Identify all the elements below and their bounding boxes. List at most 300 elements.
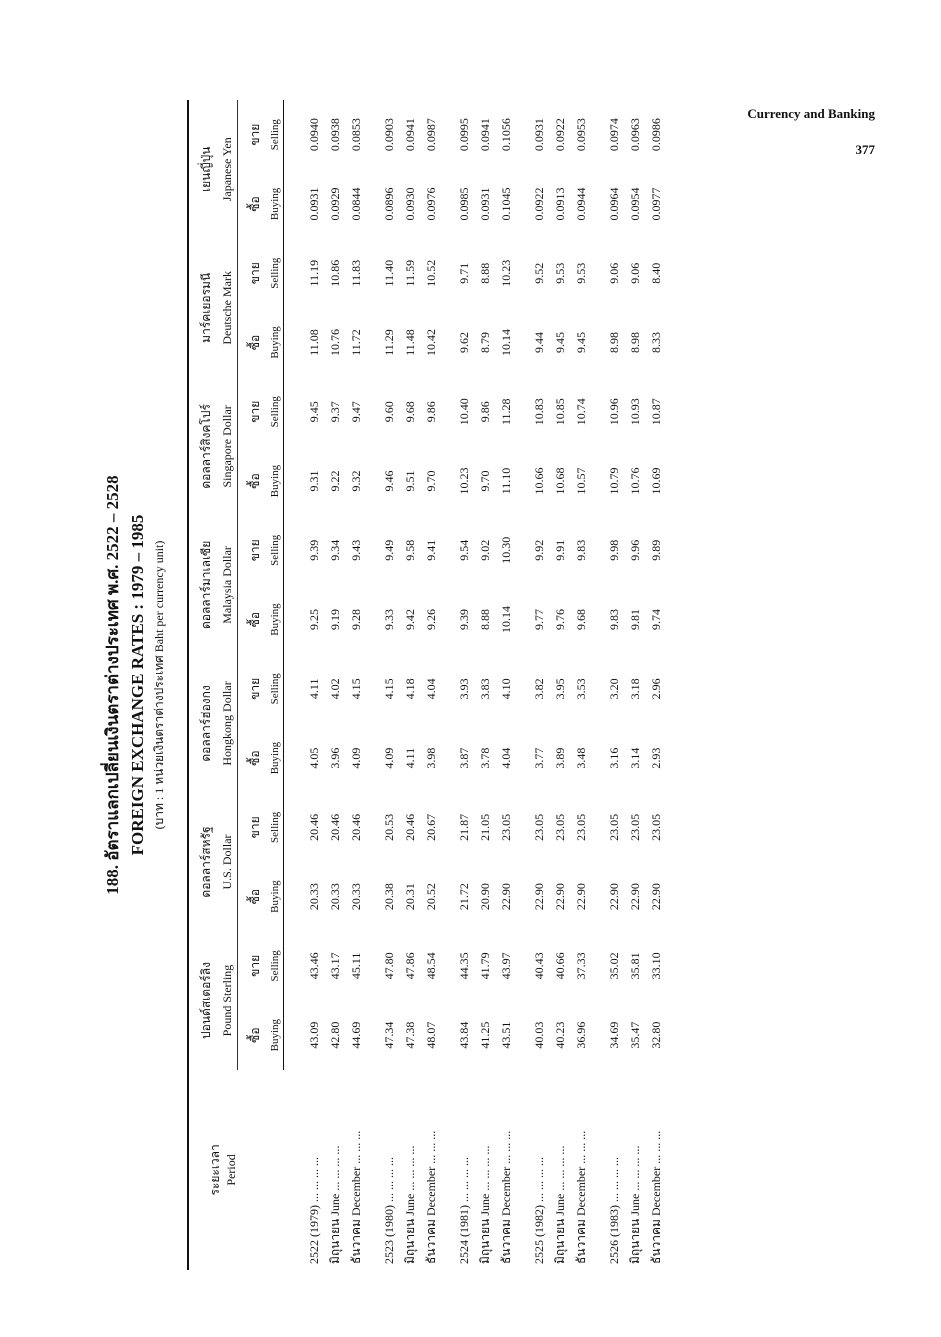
table-row: [379, 100, 400, 1270]
rate-cell: 35.47: [628, 1021, 642, 1049]
rate-cell: 20.53: [382, 813, 396, 841]
period-cell: 2526 (1983) ... ... ... ...: [607, 1157, 621, 1264]
rate-cell: 41.79: [478, 952, 492, 980]
rate-cell: 0.0931: [532, 118, 546, 152]
rate-cell: 9.83: [574, 539, 588, 561]
rate-cell: 35.81: [628, 952, 642, 980]
rate-cell: 22.90: [628, 883, 642, 911]
rate-cell: 9.26: [424, 609, 438, 631]
rate-cell: 20.33: [328, 883, 342, 911]
rate-cell: 40.03: [532, 1021, 546, 1049]
period-cell: มิถุนายน June ... ... ... ...: [553, 1145, 567, 1264]
table-row: [496, 100, 517, 1270]
rate-cell: 10.40: [457, 398, 471, 426]
rate-cell: 9.98: [607, 539, 621, 561]
rate-cell: 20.46: [307, 813, 321, 841]
period-cell: 2522 (1979) ... ... ... ...: [307, 1157, 321, 1264]
rate-cell: 9.70: [478, 470, 492, 492]
rate-cell: 3.77: [532, 747, 546, 769]
buying-label-english: Buying: [267, 862, 284, 931]
rate-cell: 20.33: [349, 883, 363, 911]
table-row: [604, 100, 625, 1270]
rate-cell: 0.0930: [403, 187, 417, 221]
rate-cell: 10.74: [574, 398, 588, 426]
selling-label-thai: ขาย: [248, 954, 262, 977]
buying-label-thai: ซื้อ: [248, 1027, 262, 1043]
rate-cell: 43.51: [499, 1021, 513, 1049]
rate-cell: 10.23: [499, 259, 513, 287]
period-cell: ธันวาคม December ... ... ...: [424, 1130, 438, 1264]
buying-label-thai: ซื้อ: [248, 888, 262, 905]
rate-cell: 9.39: [307, 539, 321, 561]
rate-cell: 9.43: [349, 539, 363, 561]
rate-cell: 9.37: [328, 401, 342, 423]
rate-cell: 0.0976: [424, 187, 438, 221]
table-header: [188, 100, 284, 1270]
selling-label-thai: ขาย: [248, 539, 262, 562]
currency-name-english: Hongkong Dollar: [218, 654, 238, 793]
rate-cell: 9.33: [382, 609, 396, 631]
currency-name-thai: ดอลลาร์สหรัฐ: [188, 793, 218, 932]
group-spacer: [517, 100, 529, 1270]
rate-cell: 9.70: [424, 470, 438, 492]
rate-cell: 3.89: [553, 747, 567, 769]
rate-cell: 9.68: [403, 401, 417, 423]
table-row: [475, 100, 496, 1270]
period-header: [188, 1070, 284, 1270]
rate-cell: 9.46: [382, 470, 396, 492]
rate-cell: 48.07: [424, 1021, 438, 1049]
selling-label-thai: ขาย: [248, 400, 262, 423]
rate-cell: 43.97: [499, 952, 513, 980]
rate-cell: 22.90: [499, 883, 513, 911]
rate-cell: 23.05: [553, 813, 567, 841]
rate-cell: 37.33: [574, 952, 588, 980]
currency-name-thai: ดอลลาร์มาเลเซีย: [188, 516, 218, 655]
currency-name-english: Deutsche Mark: [218, 239, 238, 378]
page-number: 377: [855, 142, 875, 157]
rate-cell: 11.72: [349, 329, 363, 356]
rate-cell: 9.91: [553, 539, 567, 561]
buying-label-thai: ซื้อ: [248, 473, 262, 489]
rate-cell: 23.05: [628, 813, 642, 841]
table-row: [625, 100, 646, 1270]
currency-name-english: Pound Sterling: [218, 931, 238, 1070]
section-label: Currency and Banking: [747, 106, 875, 121]
rate-cell: 47.38: [403, 1021, 417, 1049]
rate-cell: 2.96: [649, 678, 663, 700]
currency-name-thai: ปอนด์สเตอร์ลิง: [188, 931, 218, 1070]
rate-cell: 8.33: [649, 331, 663, 353]
rate-cell: 10.79: [607, 467, 621, 495]
rate-cell: 20.46: [328, 813, 342, 841]
rate-cell: 43.17: [328, 952, 342, 980]
selling-label-english: Selling: [267, 100, 284, 169]
rate-cell: 9.53: [553, 262, 567, 284]
rate-cell: 23.05: [499, 813, 513, 841]
rate-cell: 44.35: [457, 952, 471, 980]
rate-cell: 8.88: [478, 609, 492, 631]
rate-cell: 22.90: [532, 883, 546, 911]
header-row-currency-thai: [188, 100, 218, 1270]
rate-cell: 0.0986: [649, 118, 663, 152]
rate-cell: 21.05: [478, 813, 492, 841]
rate-cell: 4.02: [328, 678, 342, 700]
rate-cell: 9.39: [457, 609, 471, 631]
table-row: [550, 100, 571, 1270]
rate-cell: 0.0963: [628, 118, 642, 152]
table-unit-note: (บาท : 1 หน่วยเงินตราต่างประเทศ Baht per currency unit): [152, 540, 166, 830]
rate-cell: 2.93: [649, 747, 663, 769]
rate-cell: 0.0844: [349, 187, 363, 221]
rate-cell: 47.86: [403, 952, 417, 980]
rate-cell: 8.40: [649, 262, 663, 284]
selling-label-thai: ขาย: [248, 677, 262, 700]
table-row: [304, 100, 325, 1270]
rate-cell: 9.41: [424, 539, 438, 561]
period-label-thai: ระยะเวลา: [208, 1144, 222, 1196]
rate-cell: 9.83: [607, 609, 621, 631]
rate-cell: 4.09: [382, 747, 396, 769]
rate-cell: 43.84: [457, 1021, 471, 1049]
table-body: [284, 100, 668, 1270]
buying-label-english: Buying: [267, 1001, 284, 1070]
period-cell: มิถุนายน June ... ... ... ...: [403, 1145, 417, 1264]
buying-label-thai: ซื้อ: [248, 196, 262, 212]
rate-cell: 20.90: [478, 883, 492, 911]
rate-cell: 9.54: [457, 539, 471, 561]
period-cell: มิถุนายน June ... ... ... ...: [328, 1145, 342, 1264]
rate-cell: 10.86: [328, 259, 342, 287]
rate-cell: 4.09: [349, 747, 363, 769]
rate-cell: 3.82: [532, 678, 546, 700]
rate-cell: 0.0931: [478, 187, 492, 221]
rate-cell: 3.20: [607, 678, 621, 700]
rate-cell: 11.29: [382, 329, 396, 356]
rate-cell: 9.89: [649, 539, 663, 561]
rate-cell: 0.0853: [349, 118, 363, 152]
rate-cell: 44.69: [349, 1021, 363, 1049]
rate-cell: 9.31: [307, 470, 321, 492]
rate-cell: 0.0913: [553, 187, 567, 221]
rate-cell: 0.0903: [382, 118, 396, 152]
rate-cell: 0.0941: [403, 118, 417, 152]
selling-label-english: Selling: [267, 793, 284, 862]
selling-label-english: Selling: [267, 377, 284, 446]
rate-cell: 20.52: [424, 883, 438, 911]
rate-cell: 10.14: [499, 606, 513, 634]
table-title-english: FOREIGN EXCHANGE RATES : 1979 – 1985: [128, 514, 147, 856]
group-spacer-cell: [284, 100, 305, 1270]
rate-cell: 9.96: [628, 539, 642, 561]
rate-cell: 0.0995: [457, 118, 471, 152]
group-spacer-cell: [517, 100, 529, 1270]
group-spacer-cell: [442, 100, 454, 1270]
rate-cell: 0.0964: [607, 187, 621, 221]
buying-label-english: Buying: [267, 585, 284, 654]
rate-cell: 11.28: [499, 398, 513, 426]
rate-cell: 47.34: [382, 1021, 396, 1049]
currency-name-english: Singapore Dollar: [218, 377, 238, 516]
group-spacer: [284, 100, 305, 1270]
rate-cell: 8.98: [607, 331, 621, 353]
currency-name-english: U.S. Dollar: [218, 793, 238, 932]
rate-cell: 9.68: [574, 609, 588, 631]
rate-cell: 4.15: [349, 678, 363, 700]
group-spacer-cell: [592, 100, 604, 1270]
period-cell: มิถุนายน June ... ... ... ...: [628, 1145, 642, 1264]
rate-cell: 9.51: [403, 470, 417, 492]
rate-cell: 0.0938: [328, 118, 342, 152]
rate-cell: 11.19: [307, 259, 321, 287]
period-label-english: Period: [224, 1154, 238, 1186]
rate-cell: 9.42: [403, 609, 417, 631]
rate-cell: 0.0977: [649, 187, 663, 221]
table-row: [571, 100, 592, 1270]
rate-cell: 4.15: [382, 678, 396, 700]
rate-cell: 9.06: [628, 262, 642, 284]
rate-cell: 11.59: [403, 259, 417, 287]
rate-cell: 43.09: [307, 1021, 321, 1049]
rate-cell: 10.14: [499, 328, 513, 356]
rate-cell: 10.85: [553, 398, 567, 426]
rate-cell: 11.48: [403, 329, 417, 356]
selling-label-english: Selling: [267, 239, 284, 308]
table-row: [346, 100, 367, 1270]
rate-cell: 11.40: [382, 259, 396, 287]
rate-cell: 9.28: [349, 609, 363, 631]
rate-cell: 9.44: [532, 331, 546, 353]
rate-cell: 22.90: [649, 883, 663, 911]
period-cell: มิถุนายน June ... ... ... ...: [478, 1145, 492, 1264]
rate-cell: 23.05: [607, 813, 621, 841]
rate-cell: 20.31: [403, 883, 417, 911]
buying-label-english: Buying: [267, 169, 284, 238]
rate-cell: 8.88: [478, 262, 492, 284]
rate-cell: 8.79: [478, 331, 492, 353]
rate-cell: 45.11: [349, 952, 363, 980]
selling-label-thai: ขาย: [248, 262, 262, 285]
rate-cell: 10.68: [553, 467, 567, 495]
rate-cell: 10.76: [628, 467, 642, 495]
rate-cell: 9.06: [607, 262, 621, 284]
rate-cell: 21.72: [457, 883, 471, 911]
rotated-table-block: [95, 100, 845, 1270]
buying-label-thai: ซื้อ: [248, 334, 262, 351]
currency-name-thai: เยนญี่ปุ่น: [188, 100, 218, 239]
selling-label-thai: ขาย: [248, 816, 262, 839]
rate-cell: 3.98: [424, 747, 438, 769]
rate-cell: 4.11: [307, 678, 321, 700]
rate-cell: 0.1056: [499, 118, 513, 152]
rate-cell: 9.45: [307, 401, 321, 423]
rate-cell: 10.57: [574, 467, 588, 495]
buying-label-english: Buying: [267, 446, 284, 515]
rate-cell: 0.0985: [457, 187, 471, 221]
rate-cell: 3.14: [628, 747, 642, 769]
rate-cell: 11.10: [499, 467, 513, 495]
rate-cell: 9.45: [553, 331, 567, 353]
rate-cell: 22.90: [607, 883, 621, 911]
rate-cell: 4.04: [499, 747, 513, 769]
rate-cell: 3.48: [574, 747, 588, 769]
rate-cell: 9.81: [628, 609, 642, 631]
table-title-thai: 188. อัตราแลกเปลี่ยนเงินตราต่างประเทศ พ.ศ. 2522 – 2528: [103, 475, 122, 895]
rate-cell: 42.80: [328, 1021, 342, 1049]
buying-label-thai: ซื้อ: [248, 611, 262, 628]
selling-label-english: Selling: [267, 516, 284, 585]
rate-cell: 10.69: [649, 467, 663, 495]
selling-label-english: Selling: [267, 654, 284, 723]
rate-cell: 3.87: [457, 747, 471, 769]
rate-cell: 4.04: [424, 678, 438, 700]
buying-label-english: Buying: [267, 723, 284, 792]
rate-cell: 10.23: [457, 467, 471, 495]
rate-cell: 10.87: [649, 398, 663, 426]
rate-cell: 0.0940: [307, 118, 321, 152]
rate-cell: 10.93: [628, 398, 642, 426]
rate-cell: 9.47: [349, 401, 363, 423]
table-row: [646, 100, 667, 1270]
currency-name-thai: มาร์คเยอรมนี: [188, 239, 218, 378]
rate-cell: 22.90: [553, 883, 567, 911]
currency-name-thai: ดอลลาร์ฮ่องกง: [188, 654, 218, 793]
rate-cell: 9.77: [532, 609, 546, 631]
currency-name-english: Japanese Yen: [218, 100, 238, 239]
table-row: [421, 100, 442, 1270]
exchange-rate-table: [187, 100, 667, 1270]
rate-cell: 35.02: [607, 952, 621, 980]
period-cell: 2525 (1982) ... ... ... ...: [532, 1157, 546, 1264]
buying-label-thai: ซื้อ: [248, 750, 262, 766]
rate-cell: 9.22: [328, 470, 342, 492]
rate-cell: 20.67: [424, 813, 438, 841]
rate-cell: 20.33: [307, 883, 321, 911]
rate-cell: 40.43: [532, 952, 546, 980]
rate-cell: 9.62: [457, 331, 471, 353]
rate-cell: 20.46: [403, 813, 417, 841]
rate-cell: 36.96: [574, 1021, 588, 1049]
rate-cell: 23.05: [532, 813, 546, 841]
period-cell: 2523 (1980) ... ... ... ...: [382, 1157, 396, 1264]
rate-cell: 10.52: [424, 259, 438, 287]
rate-cell: 3.18: [628, 678, 642, 700]
rate-cell: 3.93: [457, 678, 471, 700]
rate-cell: 8.98: [628, 331, 642, 353]
group-spacer: [442, 100, 454, 1270]
rate-cell: 9.86: [478, 401, 492, 423]
rate-cell: 40.23: [553, 1021, 567, 1049]
rate-cell: 43.46: [307, 952, 321, 980]
rate-cell: 23.05: [574, 813, 588, 841]
rate-cell: 20.38: [382, 883, 396, 911]
rate-cell: 3.78: [478, 747, 492, 769]
rate-cell: 0.0922: [553, 118, 567, 152]
rate-cell: 21.87: [457, 813, 471, 841]
rate-cell: 9.19: [328, 609, 342, 631]
rate-cell: 9.58: [403, 539, 417, 561]
buying-label-english: Buying: [267, 308, 284, 377]
rate-cell: 40.66: [553, 952, 567, 980]
rate-cell: 9.02: [478, 539, 492, 561]
currency-name-thai: ดอลลาร์สิงคโปร์: [188, 377, 218, 516]
rate-cell: 0.0944: [574, 187, 588, 221]
rate-cell: 22.90: [574, 883, 588, 911]
rate-cell: 11.83: [349, 259, 363, 287]
rate-cell: 10.42: [424, 328, 438, 356]
rate-cell: 3.83: [478, 678, 492, 700]
rate-cell: 47.80: [382, 952, 396, 980]
period-cell: ธันวาคม December ... ... ...: [499, 1130, 513, 1264]
rate-cell: 0.0941: [478, 118, 492, 152]
rate-cell: 41.25: [478, 1021, 492, 1049]
rate-cell: 0.0931: [307, 187, 321, 221]
rate-cell: 9.76: [553, 609, 567, 631]
period-cell: ธันวาคม December ... ... ...: [349, 1130, 363, 1264]
rate-cell: 23.05: [649, 813, 663, 841]
rate-cell: 9.86: [424, 401, 438, 423]
rate-cell: 0.0896: [382, 187, 396, 221]
rate-cell: 9.32: [349, 470, 363, 492]
rate-cell: 11.08: [307, 329, 321, 356]
rate-cell: 9.92: [532, 539, 546, 561]
group-spacer: [367, 100, 379, 1270]
selling-label-thai: ขาย: [248, 123, 262, 146]
table-row: [325, 100, 346, 1270]
rate-cell: 0.0974: [607, 118, 621, 152]
rate-cell: 9.74: [649, 609, 663, 631]
rate-cell: 3.53: [574, 678, 588, 700]
rate-cell: 0.0929: [328, 187, 342, 221]
rate-cell: 10.83: [532, 398, 546, 426]
rate-cell: 3.96: [328, 747, 342, 769]
rate-cell: 10.30: [499, 536, 513, 564]
group-spacer: [592, 100, 604, 1270]
period-cell: 2524 (1981) ... ... ... ...: [457, 1157, 471, 1264]
rate-cell: 0.0954: [628, 187, 642, 221]
rate-cell: 9.25: [307, 609, 321, 631]
selling-label-english: Selling: [267, 931, 284, 1000]
rate-cell: 9.49: [382, 539, 396, 561]
rate-cell: 4.18: [403, 678, 417, 700]
rate-cell: 10.66: [532, 467, 546, 495]
rate-cell: 10.76: [328, 328, 342, 356]
rate-cell: 4.05: [307, 747, 321, 769]
group-spacer-cell: [367, 100, 379, 1270]
rate-cell: 9.45: [574, 331, 588, 353]
rate-cell: 4.11: [403, 747, 417, 769]
rate-cell: 0.0922: [532, 187, 546, 221]
table-row: [454, 100, 475, 1270]
rate-cell: 34.69: [607, 1021, 621, 1049]
rate-cell: 9.60: [382, 401, 396, 423]
rate-cell: 48.54: [424, 952, 438, 980]
rate-cell: 0.0953: [574, 118, 588, 152]
table-row: [529, 100, 550, 1270]
rate-cell: 32.80: [649, 1021, 663, 1049]
rate-cell: 3.16: [607, 747, 621, 769]
rate-cell: 0.0987: [424, 118, 438, 152]
rate-cell: 9.53: [574, 262, 588, 284]
rate-cell: 4.10: [499, 678, 513, 700]
currency-name-english: Malaysia Dollar: [218, 516, 238, 655]
table-row: [400, 100, 421, 1270]
period-cell: ธันวาคม December ... ... ...: [574, 1130, 588, 1264]
rate-cell: 20.46: [349, 813, 363, 841]
rate-cell: 33.10: [649, 952, 663, 980]
rate-cell: 10.96: [607, 398, 621, 426]
rate-cell: 9.34: [328, 539, 342, 561]
